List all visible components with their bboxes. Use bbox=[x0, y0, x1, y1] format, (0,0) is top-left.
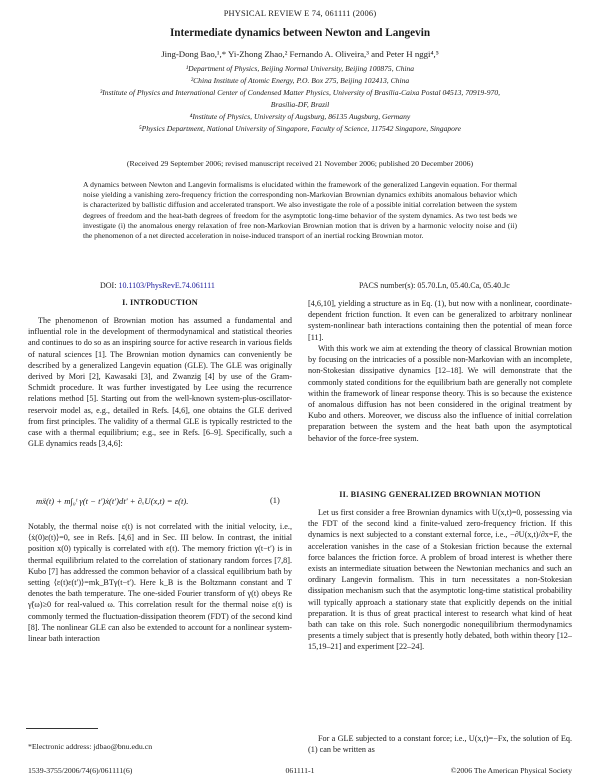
affiliation-1: ¹Department of Physics, Beijing Normal University, Beijing 100875, China bbox=[185, 64, 415, 73]
intro-paragraph-4: With this work we aim at extending the theory of classical Brownian motion by focusing on the intricacies of a possible non-Markovian with an incomplete, non-Stokesian dissipative dynamics [12–18]. We will demonstrate that the commonly stated conditions for the equilibrium bath are generally not complete within the framework of linear response theory. This is so because the existence of anomalous diffusion has not been considered in the original treatment by Kubo and others. Moreover, we discuss also the influence of initial correlation preparation between the system and the heat bath upon the asymptotical behavior of the force-free system. bbox=[308, 344, 572, 443]
section-heading-introduction: I. INTRODUCTION bbox=[122, 298, 198, 307]
footnote-email: *Electronic address: jdbao@bnu.edu.cn bbox=[28, 742, 153, 751]
affiliation-3: ³Institute of Physics and International Center of Condensed Matter Physics, University of Brasília-Caixa Postal 04513, 70919-970, bbox=[99, 88, 501, 97]
affiliation-5: ⁵Physics Department, National University of Singapore, Faculty of Science, 117542 Singapore, Singapore bbox=[138, 124, 461, 133]
equation-1: mẍ(t) + m∫₀ᵗ γ(t − t′)ẋ(t′)dt′ + ∂ₓU(x,t) = ε(t). bbox=[36, 496, 189, 506]
pacs-numbers: PACS number(s): 05.70.Ln, 05.40.Ca, 05.40.Jc bbox=[359, 281, 510, 290]
equation-number-1: (1) bbox=[270, 496, 280, 505]
footer-copyright: ©2006 The American Physical Society bbox=[450, 766, 572, 775]
received-dates: (Received 29 September 2006; revised manuscript received 21 November 2006; published 20 December 2006) bbox=[126, 159, 474, 168]
doi-line bbox=[100, 281, 215, 290]
running-head: PHYSICAL REVIEW E 74, 061111 (2006) bbox=[223, 9, 377, 18]
affiliation-2: ²China Institute of Atomic Energy, P.O. Box 275, Beijing 102413, China bbox=[190, 76, 410, 85]
intro-paragraph-3: [4,6,10], yielding a structure as in Eq. (1), but now with a nonlinear, coordinate-dependent friction function. It even can be generalized to arbitrary nonlinear system-nonlinear bath interactions containing then the potential of mean force [11]. bbox=[308, 299, 572, 342]
section-heading-biasing: II. BIASING GENERALIZED BROWNIAN MOTION bbox=[339, 490, 541, 499]
section2-paragraph-1: Let us first consider a free Brownian dynamics with U(x,t)=0, possessing via the FDT of the second kind a finite-valued zero-frequency friction. If this dynamics is next subjected to a constant external force, i.e., −∂U(x,t)/∂x=F, the acceleration vanishes in the case of a Stokesian friction because the external force balances the friction force. A problem of broad interest is whether there exists an intermediate situation between the Newtonian mechanics and such an ordinary Langevin formalism. This in turn necessitates a non-Stokesian dissipation mechanism such that the asymptotic long-time statistical probability will typically approach a stationary state that explicitly depends on the initial preparation. It is thus of great practical interest to research what kind of heat bath can take on this role. Such nonergodic nonequilibrium thermodynamics presents a timely subject that is presently hotly debated, both within theory [12–15,19–21] and experiment [22–24]. bbox=[308, 508, 572, 652]
abstract: A dynamics between Newton and Langevin formalisms is elucidated within the framework of the generalized Langevin equation. For thermal noise yielding a vanishing zero-frequency friction the corresponding non-Markovian Brownian dynamics exhibits anomalous behavior which is characterized by ballistic diffusion and accelerated transport. We also investigate the role of a possible initial correlation between the system degrees of freedom and the heat-bath degrees of freedom for the asymptotic long-time behavior of the system dynamics. As two test beds we investigate (i) the anomalous energy relaxation of free non-Markovian Brownian motion that is driven by a harmonic velocity noise and (ii) the phenomenon of a net directed acceleration in noise-induced transport of an inertial rocking Brownian motor. bbox=[83, 180, 517, 241]
doi-link[interactable]: 10.1103/PhysRevE.74.061111 bbox=[118, 281, 215, 290]
affiliation-4: ⁴Institute of Physics, University of Augsburg, 86135 Augsburg, Germany bbox=[189, 112, 411, 121]
intro-paragraph-1: The phenomenon of Brownian motion has assumed a fundamental and influential role in the development of thermodynamical and statistical theories and continues to do so as an inspiring source for active research in various fields of natural sciences [1]. The Brownian motion dynamics can conveniently be described by a generalized Langevin equation (GLE). The GLE was originally derived by Mori [2], Kawasaki [3], and Zwanzig [4] by use of the Gram-Schmidt procedure. It was further investigated by Lee using the recurrence relations method [5]. Starting out from the well-known system-plus-oscillator-reservoir model as, e.g., detailed in Refs. [4,6], one obtains the GLE derived from first principles. The validity of a thermal GLE is typically restricted to the case with a thermal equilibrium; e.g., see in Refs. [6–9]. Specifically, such a GLE dynamics reads [3,4,6]: bbox=[28, 316, 292, 449]
section2-paragraph-2: For a GLE subjected to a constant force; i.e., U(x,t)=−Fx, the solution of Eq. (1) can be written as bbox=[308, 734, 572, 755]
paper-title: Intermediate dynamics between Newton and Langevin bbox=[169, 27, 431, 39]
affiliation-3-cont: Brasília-DF, Brazil bbox=[270, 100, 330, 109]
doi-label: DOI: bbox=[100, 281, 119, 290]
footer-issn: 1539-3755/2006/74(6)/061111(6) bbox=[28, 766, 133, 775]
footer-page-number: 061111-1 bbox=[285, 766, 315, 775]
footnote-rule bbox=[26, 728, 98, 729]
author-list: Jing-Dong Bao,¹,* Yi-Zhong Zhao,² Fernando A. Oliveira,³ and Peter H nggi⁴,⁵ bbox=[161, 49, 439, 59]
intro-paragraph-2: Notably, the thermal noise ε(t) is not correlated with the initial velocity, i.e., ⟨ẋ(0)ε(t)⟩=0, see in Refs. [4,6] and in Sec. III below. In contrast, the initial position x(0) typically is correlated with ε(t). The memory friction γ(t−t′) is in thermal equilibrium related to the correlation of stationary random forces [7,8]. Kubo [7] has addressed the common behavior of a classical equilibrium bath by setting ⟨ε(t)ε(t′)⟩=mk_BTγ(t−t′). Here k_B is the Boltzmann constant and T denotes the bath temperature. The one-sided Fourier transform of γ(t) obeys Re γ̃(ω)≥0 for real-valued ω. This correlation result for the thermal noise ε(t) is commonly termed the fluctuation-dissipation theorem (FDT) of the second kind [8]. The nonlinear GLE can also be extended to account for a nonlinear system-linear bath interaction bbox=[28, 522, 292, 644]
